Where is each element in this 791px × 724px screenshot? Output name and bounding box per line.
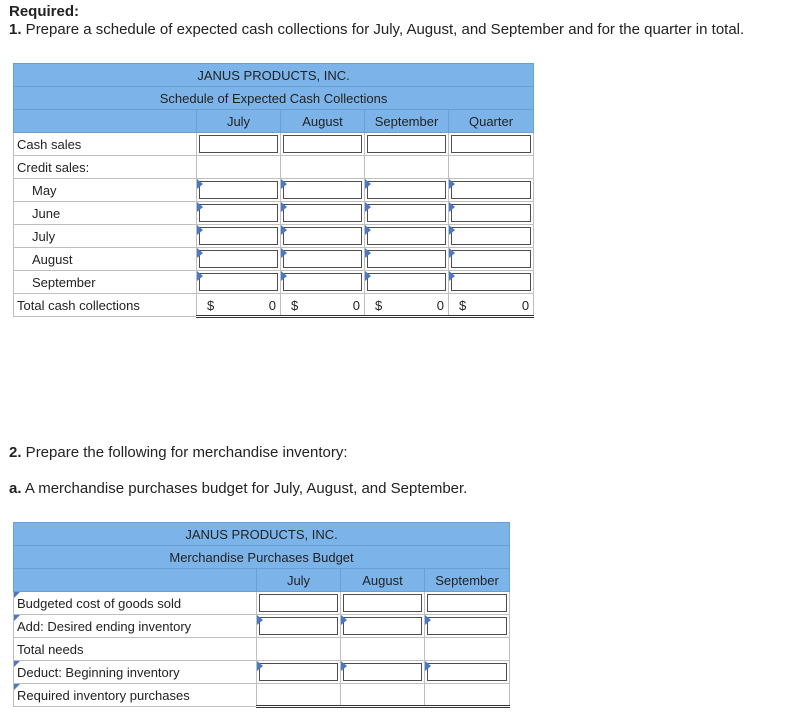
purchases-budget-title: Merchandise Purchases Budget (14, 546, 510, 569)
input-cash-sales-quarter[interactable] (449, 133, 534, 156)
row-label-beginning-inventory[interactable] (14, 661, 257, 684)
question-1-number: 1. (9, 21, 22, 38)
input-budgeted-cogs-august[interactable] (341, 592, 425, 615)
column-header-august: August (341, 569, 425, 592)
row-label-cash-sales: Cash sales (14, 133, 197, 156)
currency-symbol: $ (291, 298, 299, 313)
input-july-july[interactable] (197, 225, 281, 248)
input-beginning-inventory-august[interactable] (341, 661, 425, 684)
total-needs-july (257, 638, 341, 661)
purchases-budget-company: JANUS PRODUCTS, INC. (14, 523, 510, 546)
dropdown-flag-icon (14, 661, 20, 667)
input-budgeted-cogs-september[interactable] (425, 592, 510, 615)
dropdown-flag-icon (449, 202, 455, 212)
currency-symbol: $ (375, 298, 383, 313)
total-quarter (449, 294, 534, 317)
total-needs-august (341, 638, 425, 661)
dropdown-flag-icon (449, 225, 455, 235)
input-budgeted-cogs-july[interactable] (257, 592, 341, 615)
row-label-september: September (14, 271, 197, 294)
row-label-may: May (14, 179, 197, 202)
input-august-september[interactable] (365, 248, 449, 271)
total-value: 0 (521, 298, 530, 313)
dropdown-flag-icon (425, 661, 431, 671)
dropdown-flag-icon (449, 179, 455, 189)
column-header-july: July (197, 110, 281, 133)
input-june-september[interactable] (365, 202, 449, 225)
table-row (14, 271, 534, 294)
input-july-september[interactable] (365, 225, 449, 248)
table-row (14, 156, 534, 179)
table-row (14, 133, 534, 156)
cash-schedule-corner (14, 110, 197, 133)
input-september-july[interactable] (197, 271, 281, 294)
required-purchases-july (257, 684, 341, 707)
currency-symbol: $ (459, 298, 467, 313)
table-row (14, 615, 510, 638)
dropdown-flag-icon (449, 248, 455, 258)
dropdown-flag-icon (281, 202, 287, 212)
column-header-september: September (365, 110, 449, 133)
input-may-august[interactable] (281, 179, 365, 202)
table-row (14, 179, 534, 202)
row-label-total-cash-collections: Total cash collections (14, 294, 197, 317)
input-cash-sales-august[interactable] (281, 133, 365, 156)
column-header-quarter: Quarter (449, 110, 534, 133)
table-row (14, 684, 510, 707)
dropdown-flag-icon (197, 179, 203, 189)
dropdown-flag-icon (365, 248, 371, 258)
dropdown-flag-icon (281, 225, 287, 235)
input-august-august[interactable] (281, 248, 365, 271)
input-ending-inventory-september[interactable] (425, 615, 510, 638)
input-july-august[interactable] (281, 225, 365, 248)
input-june-quarter[interactable] (449, 202, 534, 225)
row-label-june: June (14, 202, 197, 225)
dropdown-flag-icon (197, 202, 203, 212)
question-2-number: 2. (9, 444, 22, 461)
row-label-july: July (14, 225, 197, 248)
row-label-budgeted-cogs[interactable] (14, 592, 257, 615)
dropdown-flag-icon (257, 661, 263, 671)
table-row (14, 592, 510, 615)
row-label-text: Required inventory purchases (17, 687, 190, 703)
total-september (365, 294, 449, 317)
total-value: 0 (352, 298, 360, 313)
column-header-august: August (281, 110, 365, 133)
dropdown-flag-icon (14, 684, 20, 690)
input-ending-inventory-august[interactable] (341, 615, 425, 638)
dropdown-flag-icon (14, 615, 20, 621)
question-2-text: Prepare the following for merchandise inventory: (21, 444, 348, 461)
dropdown-flag-icon (365, 225, 371, 235)
table-row (14, 225, 534, 248)
input-september-quarter[interactable] (449, 271, 534, 294)
dropdown-flag-icon (365, 271, 371, 281)
dropdown-flag-icon (281, 179, 287, 189)
question-1 (9, 21, 744, 38)
input-september-august[interactable] (281, 271, 365, 294)
currency-symbol: $ (207, 298, 215, 313)
question-2a-number: a. (9, 480, 22, 497)
input-may-quarter[interactable] (449, 179, 534, 202)
input-may-september[interactable] (365, 179, 449, 202)
dropdown-flag-icon (197, 225, 203, 235)
input-may-july[interactable] (197, 179, 281, 202)
row-label-text: Deduct: Beginning inventory (17, 664, 180, 680)
dropdown-flag-icon (197, 271, 203, 281)
dropdown-flag-icon (365, 179, 371, 189)
cash-schedule-company: JANUS PRODUCTS, INC. (14, 64, 534, 87)
blank-cell (365, 156, 449, 179)
row-label-text: Budgeted cost of goods sold (17, 595, 182, 611)
question-2a-text: A merchandise purchases budget for July, August, and September. (21, 480, 468, 497)
column-header-july: July (257, 569, 341, 592)
blank-cell (449, 156, 534, 179)
table-row (14, 638, 510, 661)
blank-cell (197, 156, 281, 179)
dropdown-flag-icon (257, 615, 263, 625)
dropdown-flag-icon (449, 271, 455, 281)
input-july-quarter[interactable] (449, 225, 534, 248)
input-june-july[interactable] (197, 202, 281, 225)
row-label-august: August (14, 248, 197, 271)
input-cash-sales-july[interactable] (197, 133, 281, 156)
total-needs-september (425, 638, 510, 661)
dropdown-flag-icon (341, 615, 347, 625)
table-row (14, 294, 534, 317)
required-heading: Required: (9, 3, 80, 20)
blank-cell (281, 156, 365, 179)
dropdown-flag-icon (341, 661, 347, 671)
input-august-july[interactable] (197, 248, 281, 271)
dropdown-flag-icon (365, 202, 371, 212)
row-label-text: Add: Desired ending inventory (17, 618, 192, 634)
question-1-text: Prepare a schedule of expected cash collections for July, August, and September and for the quarter in total. (21, 21, 745, 38)
total-july (197, 294, 281, 317)
row-label-total-needs: Total needs (14, 638, 257, 661)
required-purchases-august (341, 684, 425, 707)
cash-collections-schedule (13, 63, 534, 318)
column-header-september: September (425, 569, 510, 592)
input-june-august[interactable] (281, 202, 365, 225)
input-cash-sales-september[interactable] (365, 133, 449, 156)
total-august (281, 294, 365, 317)
input-beginning-inventory-july[interactable] (257, 661, 341, 684)
cash-schedule-title: Schedule of Expected Cash Collections (14, 87, 534, 110)
dropdown-flag-icon (281, 248, 287, 258)
total-value: 0 (268, 298, 276, 313)
dropdown-flag-icon (197, 248, 203, 258)
input-september-september[interactable] (365, 271, 449, 294)
question-2a (9, 480, 467, 497)
purchases-budget-corner (14, 569, 257, 592)
dropdown-flag-icon (425, 615, 431, 625)
question-2 (9, 444, 348, 461)
table-row (14, 202, 534, 225)
row-label-desired-ending-inventory[interactable] (14, 615, 257, 638)
input-beginning-inventory-september[interactable] (425, 661, 510, 684)
input-ending-inventory-july[interactable] (257, 615, 341, 638)
row-label-required-purchases[interactable] (14, 684, 257, 707)
merchandise-purchases-budget (13, 522, 510, 708)
row-label-credit-sales: Credit sales: (14, 156, 197, 179)
table-row (14, 248, 534, 271)
input-august-quarter[interactable] (449, 248, 534, 271)
table-row (14, 661, 510, 684)
required-purchases-september (425, 684, 510, 707)
dropdown-flag-icon (281, 271, 287, 281)
total-value: 0 (436, 298, 444, 313)
dropdown-flag-icon (14, 592, 20, 598)
